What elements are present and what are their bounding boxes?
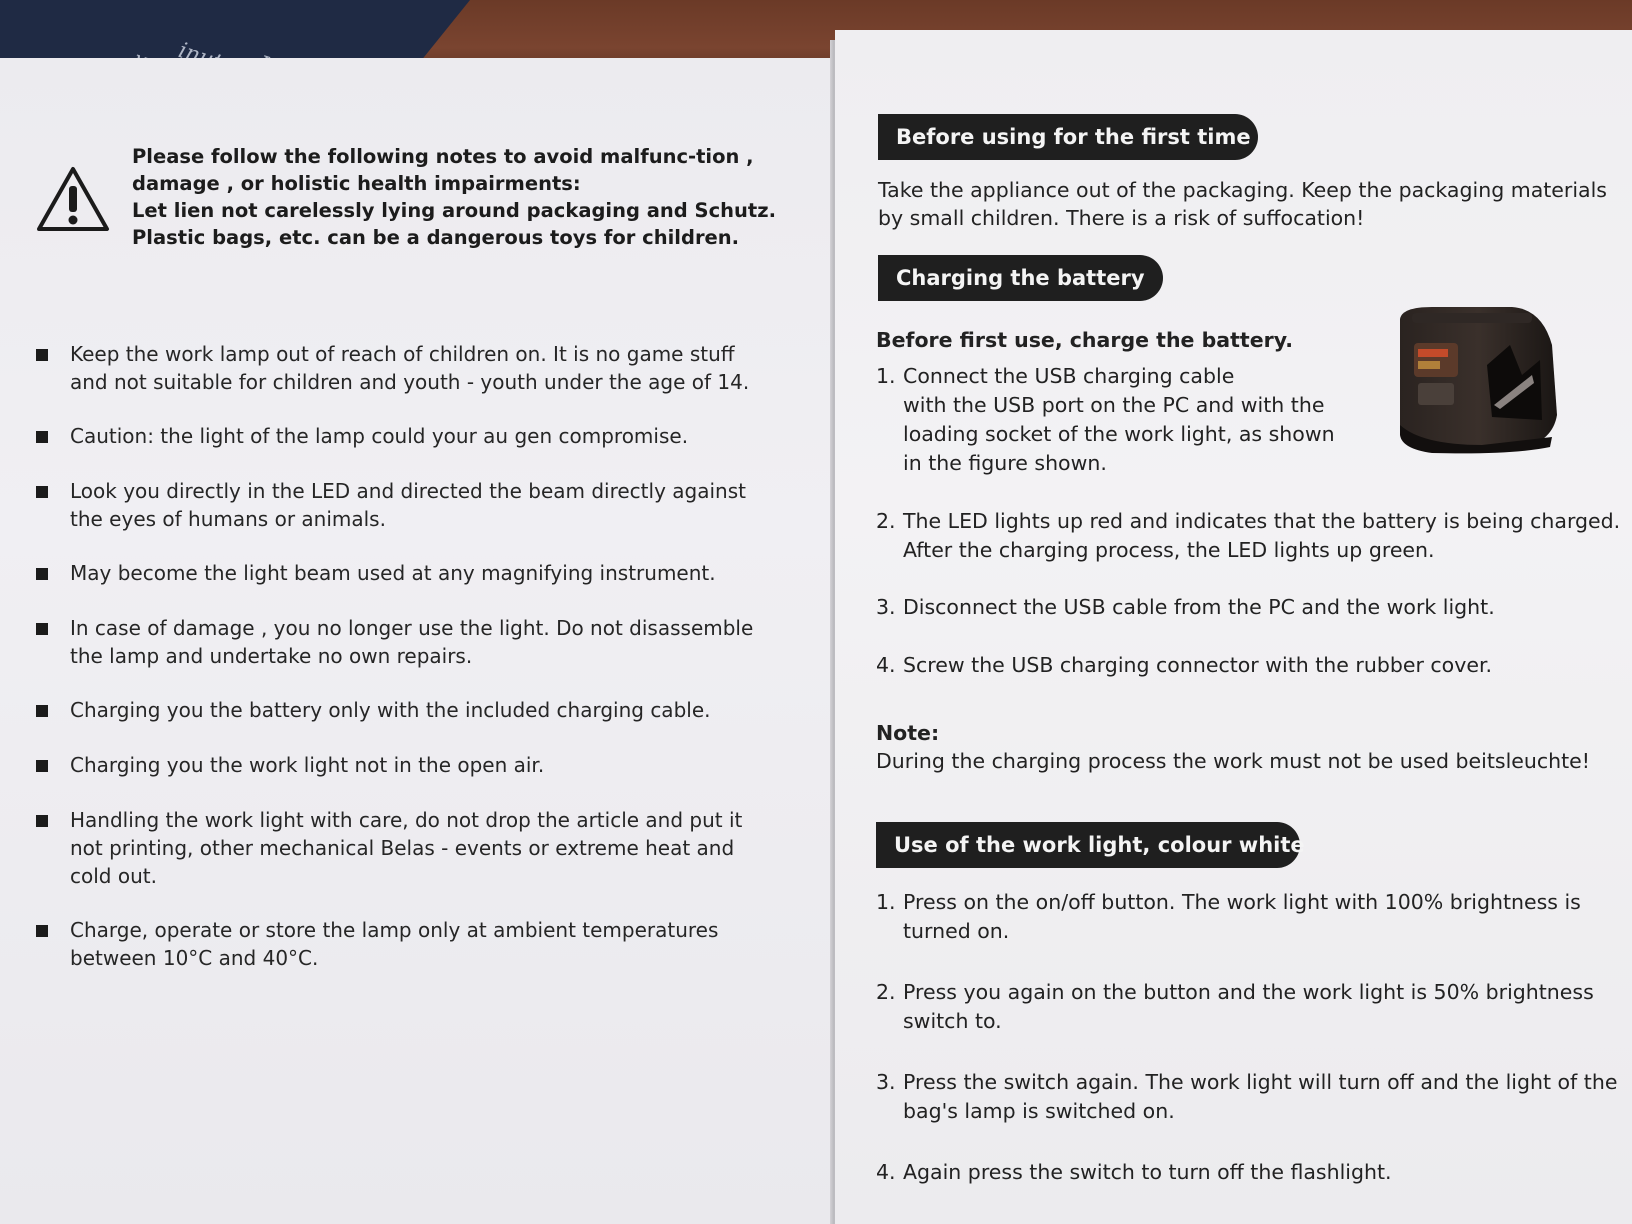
step-line: Press the switch again. The work light will turn off and the light of the [903, 1070, 1618, 1094]
warning-line: Plastic bags, etc. can be a dangerous toys for children. [132, 226, 740, 249]
bullet-square [36, 568, 48, 580]
bullet-square [36, 705, 48, 717]
step-line: in the figure shown. [903, 451, 1107, 475]
step-line: with the USB port on the PC and with the [903, 393, 1325, 417]
step-line: Press you again on the button and the work light is 50% brightness [903, 980, 1594, 1004]
step-line: Disconnect the USB cable from the PC and the work light. [903, 595, 1495, 619]
bullet-line: Look you directly in the LED and directed the beam directly against [70, 479, 746, 503]
note-label: Note: [876, 721, 940, 745]
bullet-line: Caution: the light of the lamp could your au gen compromise. [70, 424, 689, 448]
bullet-line: Keep the work lamp out of reach of children on. It is no game stuff [70, 342, 735, 366]
bullet-line: Handling the work light with care, do not drop the article and put it [70, 808, 743, 832]
step-line: loading socket of the work light, as shown [903, 422, 1335, 446]
work-lamp-image [1392, 305, 1562, 455]
bullet-square [36, 760, 48, 772]
step-line: Again press the switch to turn off the flashlight. [903, 1160, 1392, 1184]
bullet-square [36, 349, 48, 361]
bullet-line: In case of damage , you no longer use the light. Do not disassemble [70, 616, 754, 640]
section-heading-use-white: Use of the work light, colour white [876, 822, 1300, 868]
bullet-square [36, 815, 48, 827]
step-number: 2. [876, 980, 896, 1004]
first-use-text-line: by small children. There is a risk of suffocation! [878, 206, 1365, 230]
section-heading-first-use: Before using for the first time [878, 114, 1258, 160]
bullet-line: Charge, operate or store the lamp only at ambient temperatures [70, 918, 719, 942]
warning-triangle-icon [36, 166, 110, 232]
step-line: Screw the USB charging connector with the rubber cover. [903, 653, 1493, 677]
bullet-line: Charging you the work light not in the open air. [70, 753, 545, 777]
step-number: 3. [876, 1070, 896, 1094]
bullet-line: the eyes of humans or animals. [70, 507, 386, 531]
warning-notice [132, 143, 776, 251]
step-number: 1. [876, 364, 896, 388]
step-number: 4. [876, 653, 896, 677]
bullet-line: the lamp and undertake no own repairs. [70, 644, 473, 668]
first-use-text-line: Take the appliance out of the packaging. Keep the packaging materials [878, 178, 1607, 202]
step-number: 1. [876, 890, 896, 914]
warning-line: Let lien not carelessly lying around packaging and Schutz. [132, 199, 776, 222]
step-number: 2. [876, 509, 896, 533]
bullet-square [36, 925, 48, 937]
note-text: During the charging process the work must not be used beitsleuchte! [876, 749, 1590, 773]
bullet-line: May become the light beam used at any magnifying instrument. [70, 561, 716, 585]
step-line: After the charging process, the LED lights up green. [903, 538, 1435, 562]
bullet-line: not printing, other mechanical Belas - events or extreme heat and [70, 836, 735, 860]
bullet-line: and not suitable for children and youth - youth under the age of 14. [70, 370, 750, 394]
step-line: switch to. [903, 1009, 1002, 1033]
step-line: The LED lights up red and indicates that the battery is being charged. [903, 509, 1621, 533]
bullet-line: between 10°C and 40°C. [70, 946, 319, 970]
step-line: turned on. [903, 919, 1010, 943]
step-line: bag's lamp is switched on. [903, 1099, 1175, 1123]
step-line: Press on the on/off button. The work light with 100% brightness is [903, 890, 1581, 914]
bullet-square [36, 623, 48, 635]
warning-line: Please follow the following notes to avoid malfunc-tion , [132, 145, 754, 168]
bullet-line: Charging you the battery only with the included charging cable. [70, 698, 711, 722]
step-line: Connect the USB charging cable [903, 364, 1235, 388]
bullet-square [36, 431, 48, 443]
warning-line: damage , or holistic health impairments: [132, 172, 581, 195]
step-number: 3. [876, 595, 896, 619]
bullet-square [36, 486, 48, 498]
section-heading-charging: Charging the battery [878, 255, 1163, 301]
bullet-line: cold out. [70, 864, 157, 888]
step-number: 4. [876, 1160, 896, 1184]
charging-intro: Before first use, charge the battery. [876, 328, 1293, 352]
